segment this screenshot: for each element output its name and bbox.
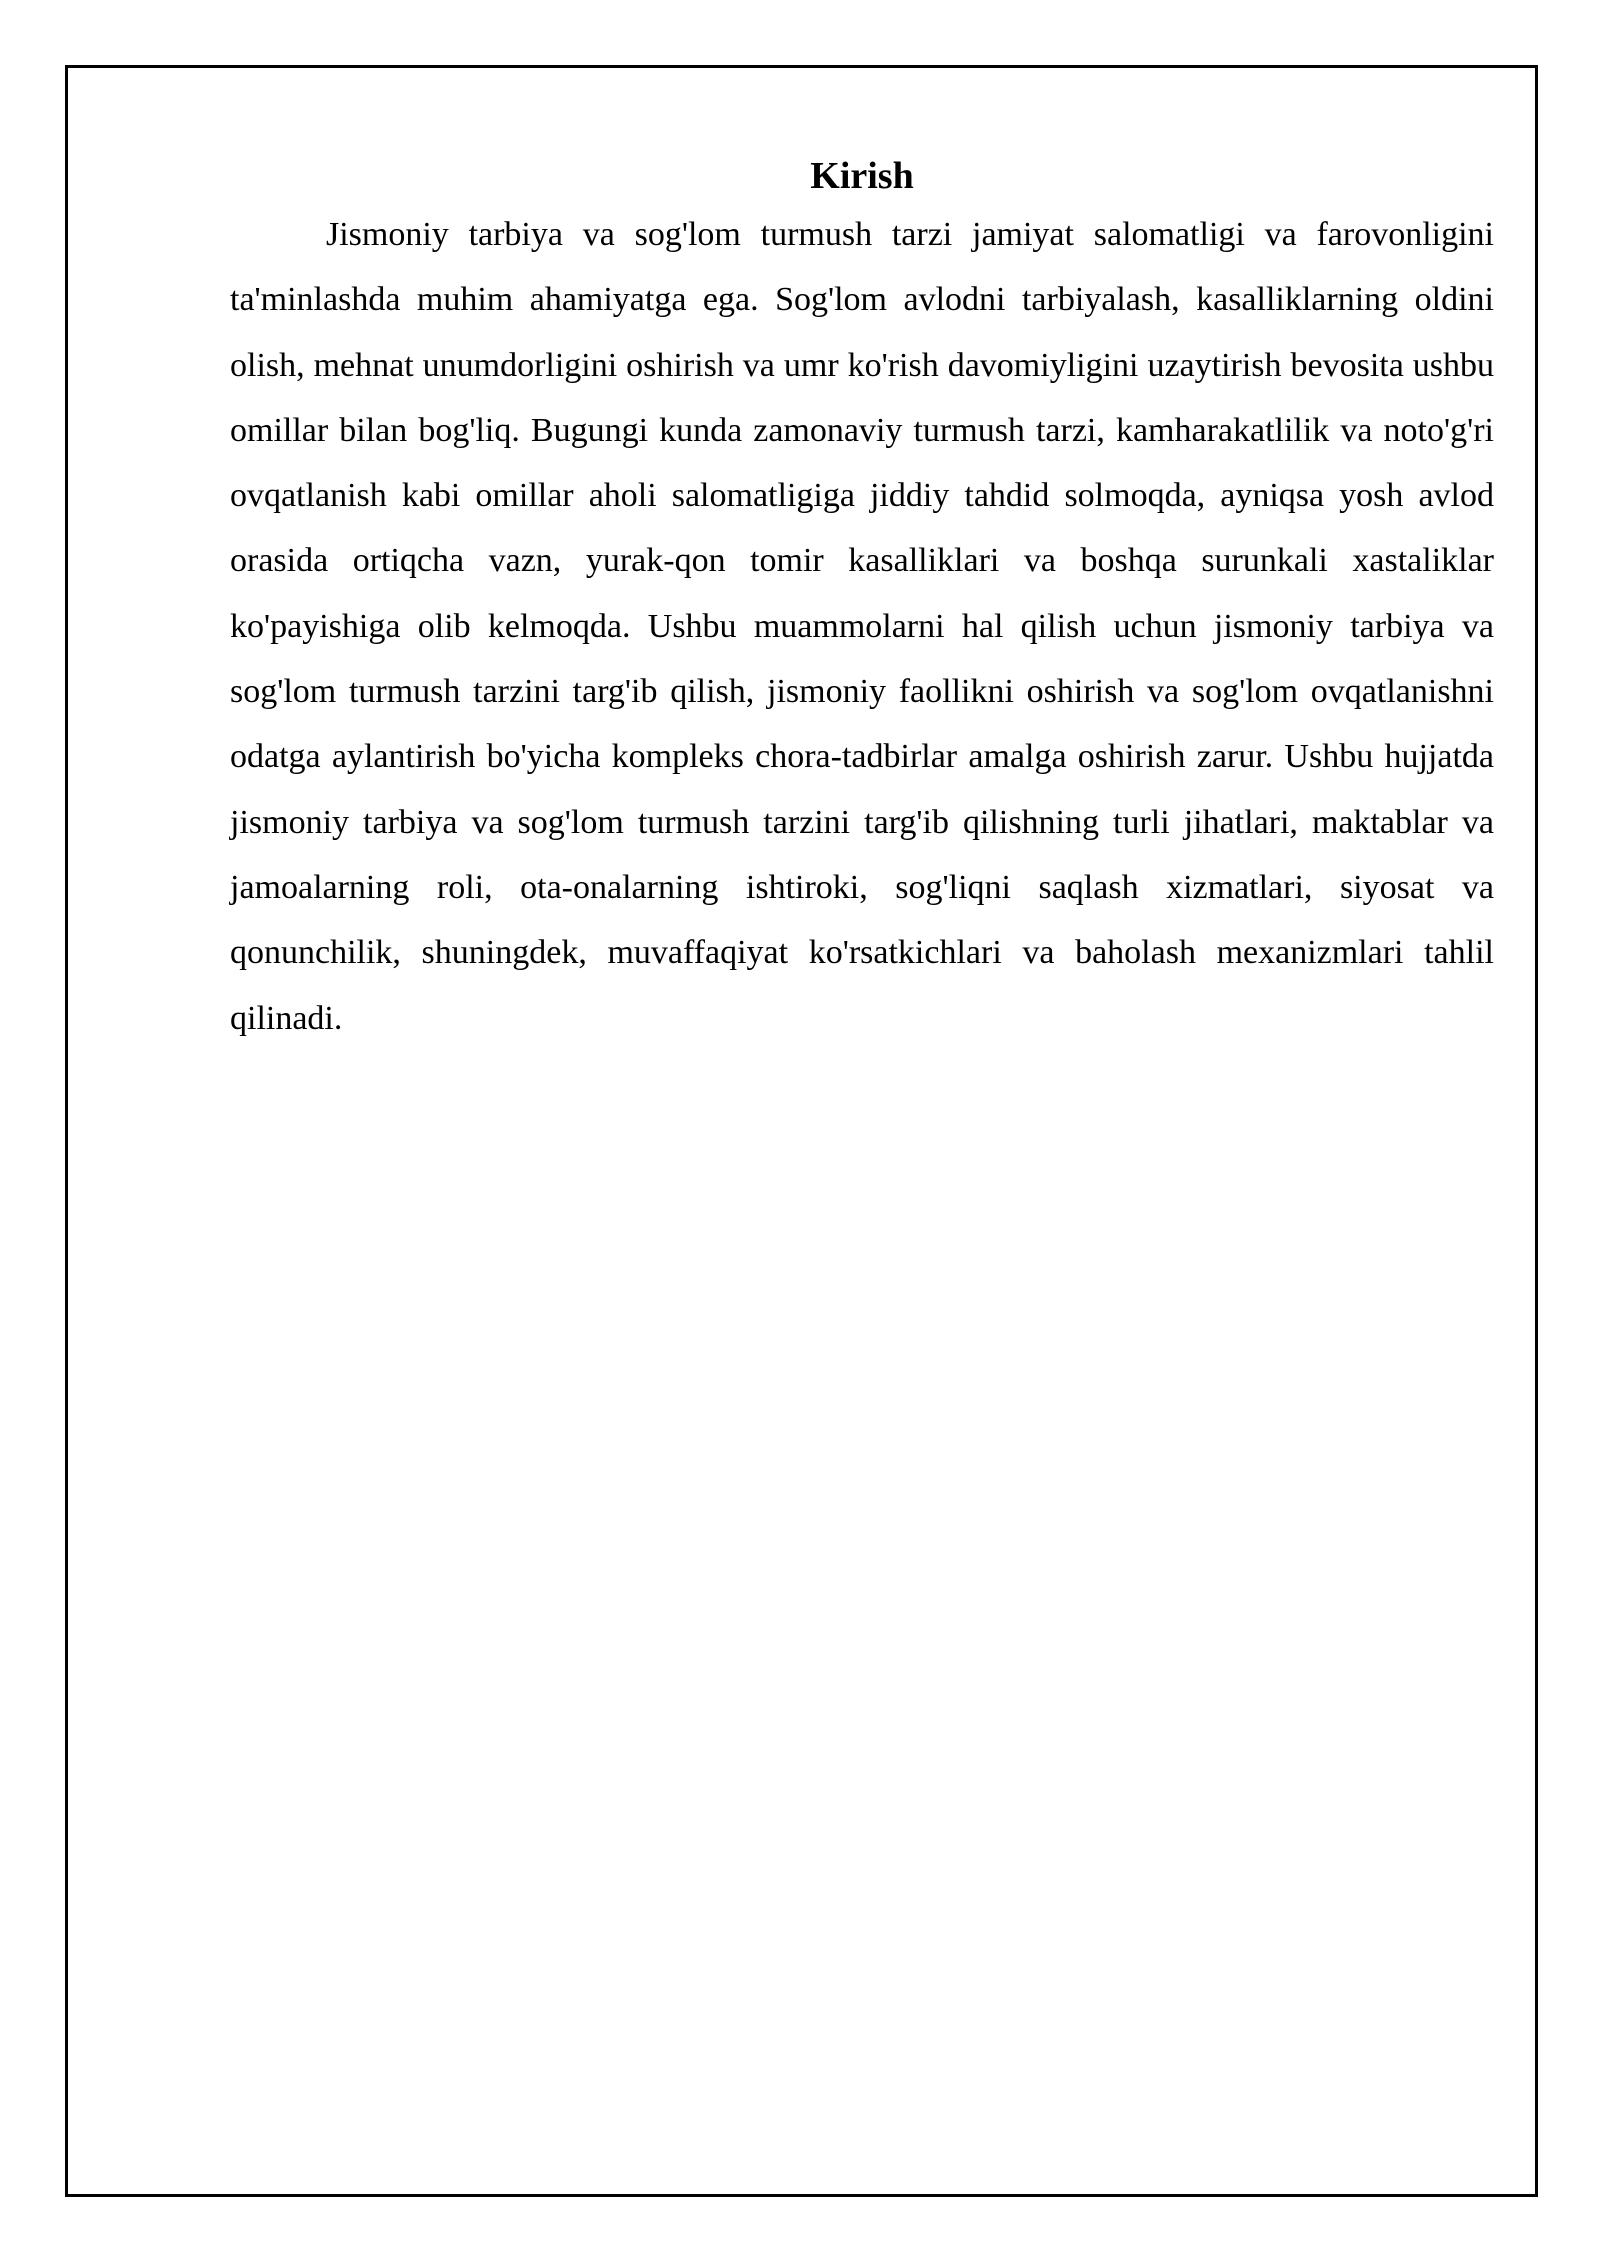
intro-paragraph: Jismoniy tarbiya va sog'lom turmush tarzi jamiyat salomatligi va farovonligini ta'minlashda muhim ahamiyatga ega. Sog'lom avlodni tarbiyalash, kasalliklarning oldini olish, mehnat unumdorligini oshirish va umr ko'rish davomiyligini uzaytirish bevosita ushbu omillar bilan bog'liq. Bugungi kunda zamonaviy turmush tarzi, kamharakatlilik va noto'g'ri ovqatlanish kabi omillar aholi salomatligiga jiddiy tahdid solmoqda, ayniqsa yosh avlod orasida ortiqcha vazn, yurak-qon tomir kasalliklari va boshqa surunkali xastaliklar ko'payishiga olib kelmoqda. Ushbu muammolarni hal qilish uchun jismoniy tarbiya va sog'lom turmush tarzini targ'ib qilish, jismoniy faollikni oshirish va sog'lom ovqatlanishni odatga aylantirish bo'yicha kompleks chora-tadbirlar amalga oshirish zarur. Ushbu hujjatda jismoniy tarbiya va sog'lom turmush tarzini targ'ib qilishning turli jihatlari, maktablar va jamoalarning roli, ota-onalarning ishtiroki, sog'liqni saqlash xizmatlari, siyosat va qonunchilik, shuningdek, muvaffaqiyat ko'rsatkichlari va baholash mexanizmlari tahlil qilinadi. <box>230 216 1494 1037</box>
section-heading: Kirish <box>810 155 914 197</box>
document-body <box>230 150 1494 1051</box>
